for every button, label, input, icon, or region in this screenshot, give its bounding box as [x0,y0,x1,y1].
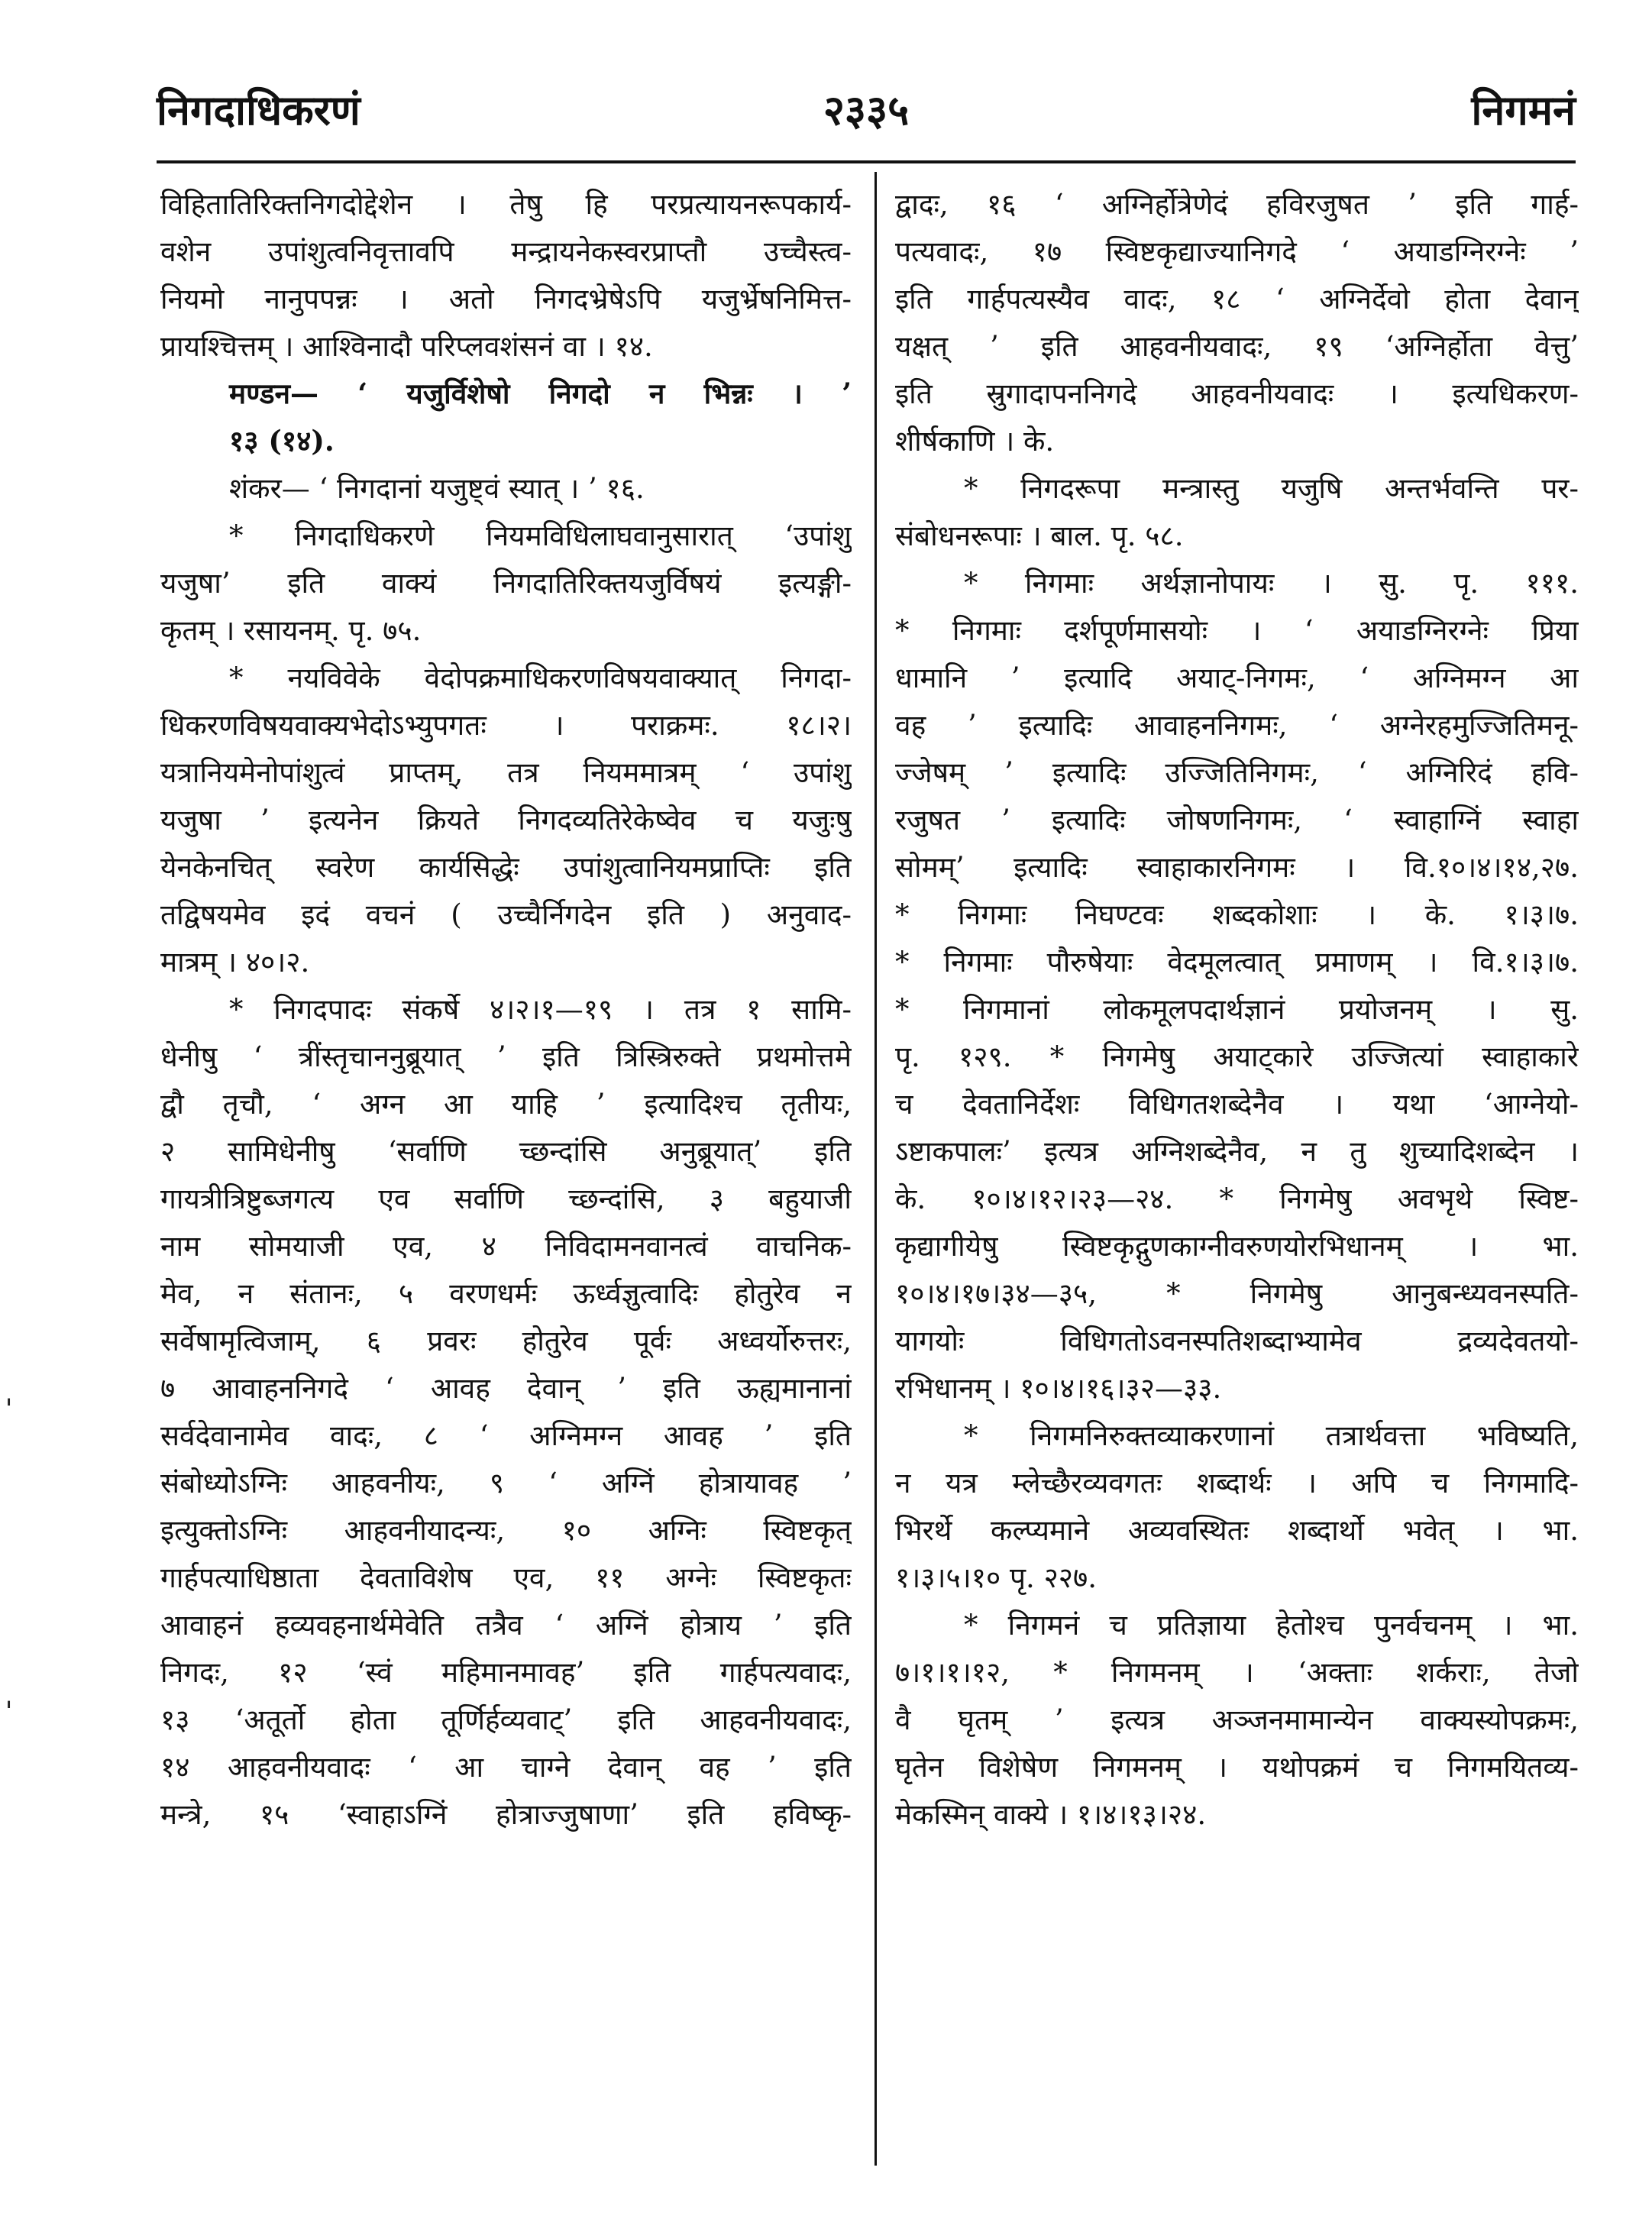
text-line: द्वौ तृचौ, ‘ अग्न आ याहि ’ इत्यादिश्च तृतीयः, [160,1088,852,1121]
text-line: द्वादः, १६ ‘ अग्निर्होत्रेणेदं हविरजुषत ’ इति गार्ह- [895,188,1579,221]
text-line: संबोधनरूपाः । बाल. पृ. ५८. [895,519,1184,552]
text-line: * निगदपादः संकर्षे ४।२।१—१९ । तत्र १ सामि- [229,993,852,1026]
header-left-title: निगदाधिकरणं [157,86,360,134]
text-line: मन्त्रे, १५ ‘स्वाहाऽग्निं होत्राज्जुषाणा’ इति हविष्कृ- [160,1798,852,1831]
text-line: वै घृतम् ’ इत्यत्र अञ्जनमामान्येन वाक्यस्योपक्रमः, [895,1703,1579,1736]
text-line: सर्वदेवानामेव वादः, ८ ‘ अग्निमग्न आवह ’ इति [160,1419,852,1452]
text-line: धेनीषु ‘ त्रींस्तृचाननुब्रूयात् ’ इति त्रिस्त्रिरुक्ते प्रथमोत्तमे [160,1040,852,1073]
text-line: १।३।५।१० पृ. २२७. [895,1561,1098,1594]
text-line: इति स्रुगादापननिगदे आहवनीयवादः । इत्यधिकरण- [895,377,1579,410]
text-line: * निगदाधिकरणे नियमविधिलाघवानुसारात् ‘उपांशु [229,519,852,552]
text-line: कृद्यागीयेषु स्विष्टकृद्गुणकाग्नीवरुणयोरभिधानम् । भा. [895,1230,1579,1263]
text-line: ७ आवाहननिगदे ‘ आवह देवान् ’ इति ऊह्यमानानां [160,1372,852,1405]
text-line: पत्यवादः, १७ स्विष्टकृद्याज्यानिगदे ‘ अयाडग्निरग्नेः ’ [895,235,1579,268]
text-line: * नयविवेके वेदोपक्रमाधिकरणविषयवाक्यात् निगदा- [229,662,852,694]
text-line: रभिधानम् । १०।४।१६।३२—३३. [895,1372,1222,1405]
text-line: विहितातिरिक्तनिगदोद्देशेन । तेषु हि परप्रत्यायनरूपकार्य- [160,188,852,221]
text-line: कृतम् । रसायनम्. पृ. ७५. [160,614,422,647]
text-line: १०।४।१७।३४—३५, * निगमेषु आनुबन्ध्यवनस्पति- [895,1277,1579,1310]
margin-mark: ˈ [5,1394,13,1429]
text-line: गार्हपत्याधिष्ठाता देवताविशेष एव, ११ अग्नेः स्विष्टकृतः [160,1561,852,1594]
text-line: यागयोः विधिगतोऽवनस्पतिशब्दाभ्यामेव द्रव्यदेवतयो- [895,1325,1579,1357]
text-line: सर्वेषामृत्विजाम्, ६ प्रवरः होतुरेव पूर्वः अध्वर्योरुत्तरः, [160,1325,852,1357]
text-line: १४ आहवनीयवादः ‘ आ चाग्ने देवान् वह ’ इति [160,1751,852,1784]
text-line: घृतेन विशेषेण निगमनम् । यथोपक्रमं च निगमयितव्य- [895,1751,1579,1784]
text-line: संबोध्योऽग्निः आहवनीयः, ९ ‘ अग्निं होत्रायावह ’ [160,1467,852,1499]
text-line: इत्युक्तोऽग्निः आहवनीयादन्यः, १० अग्निः स्विष्टकृत् [160,1514,852,1547]
right-column [895,182,1579,1839]
text-line: शीर्षकाणि । के. [895,425,1055,458]
text-line: भिरर्थे कल्प्यमाने अव्यवस्थितः शब्दार्थो भवेत् । भा. [895,1514,1579,1547]
text-line: प्रायश्चित्तम् । आश्विनादौ परिप्लवशंसनं वा । १४. [160,330,653,363]
text-line: यजुषा’ इति वाक्यं निगदातिरिक्तयजुर्विषयं इत्यङ्गी- [160,567,852,600]
text-line: येनकेनचित् स्वरेण कार्यसिद्धेः उपांशुत्वानियमप्राप्तिः इति [160,851,852,884]
text-line: न यत्र म्लेच्छैरव्यवगतः शब्दार्थः । अपि च निगमादि- [895,1467,1579,1499]
text-line: * निगमाः दर्शपूर्णमासयोः । ‘ अयाडग्निरग्नेः प्रिया [895,614,1579,647]
text-line: मेव, न संतानः, ५ वरणधर्मः ऊर्ध्वज्ञुत्वादिः होतुरेव न [160,1277,852,1310]
page-header [157,80,1576,149]
text-line: * निगदरूपा मन्त्रास्तु यजुषि अन्तर्भवन्ति पर- [964,472,1579,505]
text-line: तद्विषयमेव इदं वचनं ( उच्चैर्निगदेन इति ) अनुवाद- [160,898,852,931]
text-line: मेकस्मिन् वाक्ये । १।४।१३।२४. [895,1798,1207,1831]
text-line: वशेन उपांशुत्वनिवृत्तावपि मन्द्रायनेकस्वरप्राप्तौ उच्चैस्त्व- [160,235,852,268]
text-line: गायत्रीत्रिष्टुब्जगत्य एव सर्वाणि च्छन्दांसि, ३ बहुयाजी [160,1182,852,1215]
text-line: ऽष्टाकपालः’ इत्यत्र अग्निशब्देनैव, न तु शुच्यादिशब्देन । [895,1135,1579,1168]
page-number: २३३५ [823,86,910,134]
text-line: नाम सोमयाजी एव, ४ निविदामनवानत्वं वाचनिक- [160,1230,852,1263]
text-line: नियमो नानुपपन्नः । अतो निगदभ्रेषेऽपि यजुर्भ्रेषनिमित्त- [160,283,852,315]
text-line: १३ ‘अतूर्तो होता तूर्णिर्हव्यवाट्’ इति आहवनीयवादः, [160,1703,852,1736]
header-rule [157,160,1576,163]
text-line: इति गार्हपत्यस्यैव वादः, १८ ‘ अग्निर्देवो होता देवान् [895,283,1579,315]
text-line: * निगमाः पौरुषेयाः वेदमूलत्वात् प्रमाणम् । वि.१।३।७. [895,946,1579,979]
text-line: २ सामिधेनीषु ‘सर्वाणि च्छन्दांसि अनुब्रूयात्’ इति [160,1135,852,1168]
text-line: ७।१।१।१२, * निगमनम् । ‘अक्ताः शर्कराः, तेजो [895,1656,1579,1689]
text-line: शंकर— ‘ निगदानां यजुष्ट्वं स्यात् । ’ १६. [229,472,645,505]
text-line: ज्जेषम् ’ इत्यादिः उज्जितिनिगमः, ‘ अग्निरिदं हवि- [895,756,1579,789]
text-line: * निगमनिरुक्तव्याकरणानां तत्रार्थवत्ता भविष्यति, [964,1419,1579,1452]
text-line: च देवतानिर्देशः विधिगतशब्देनैव । यथा ‘आग्नेयो- [895,1088,1579,1121]
text-line: १३ (१४). [229,424,335,458]
left-column [160,182,852,1839]
text-line: के. १०।४।१२।२३—२४. * निगमेषु अवभृथे स्विष्ट- [895,1182,1579,1215]
text-line: * निगमनं च प्रतिज्ञाया हेतोश्च पुनर्वचनम् । भा. [964,1609,1579,1642]
margin-mark: ˌ [5,1677,13,1712]
text-line: यक्षत् ’ इति आहवनीयवादः, १९ ‘अग्निर्होता वेत्तु’ [895,330,1579,363]
column-divider [874,172,877,2166]
header-right-title: निगमनं [1471,86,1576,134]
text-line: निगदः, १२ ‘स्वं महिमानमावह’ इति गार्हपत्यवादः, [160,1656,852,1689]
text-line: सोमम्’ इत्यादिः स्वाहाकारनिगमः । वि.१०।४।१४,२७. [895,851,1579,884]
text-line: मात्रम् । ४०।२. [160,946,310,979]
text-line: यत्रानियमेनोपांशुत्वं प्राप्तम्, तत्र नियममात्रम् ‘ उपांशु [160,756,852,789]
text-line: रजुषत ’ इत्यादिः जोषणनिगमः, ‘ स्वाहाग्निं स्वाहा [895,804,1579,836]
text-line: धामानि ’ इत्यादि अयाट्-निगमः, ‘ अग्निमग्न आ [895,662,1579,694]
text-line: * निगमानां लोकमूलपदार्थज्ञानं प्रयोजनम् । सु. [895,993,1579,1026]
text-line: यजुषा ’ इत्यनेन क्रियते निगदव्यतिरेकेष्वेव च यजुःषु [160,804,852,836]
text-line: पृ. १२९. * निगमेषु अयाट्कारे उज्जित्यां स्वाहाकारे [895,1040,1579,1073]
text-line: * निगमाः अर्थज्ञानोपायः । सु. पृ. १११. [964,567,1579,600]
text-line: * निगमाः निघण्टवः शब्दकोशाः । के. १।३।७. [895,898,1579,931]
text-line: आवाहनं हव्यवहनार्थमेवेति तत्रैव ‘ अग्निं होत्राय ’ इति [160,1609,852,1642]
text-line: वह ’ इत्यादिः आवाहननिगमः, ‘ अग्नेरहमुज्जितिमनू- [895,709,1579,742]
text-line: धिकरणविषयवाक्यभेदोऽभ्युपगतः । पराक्रमः. १८।२। [160,709,852,742]
text-line: मण्डन— ‘ यजुर्विशेषो निगदो न भिन्नः । ’ [229,377,852,410]
